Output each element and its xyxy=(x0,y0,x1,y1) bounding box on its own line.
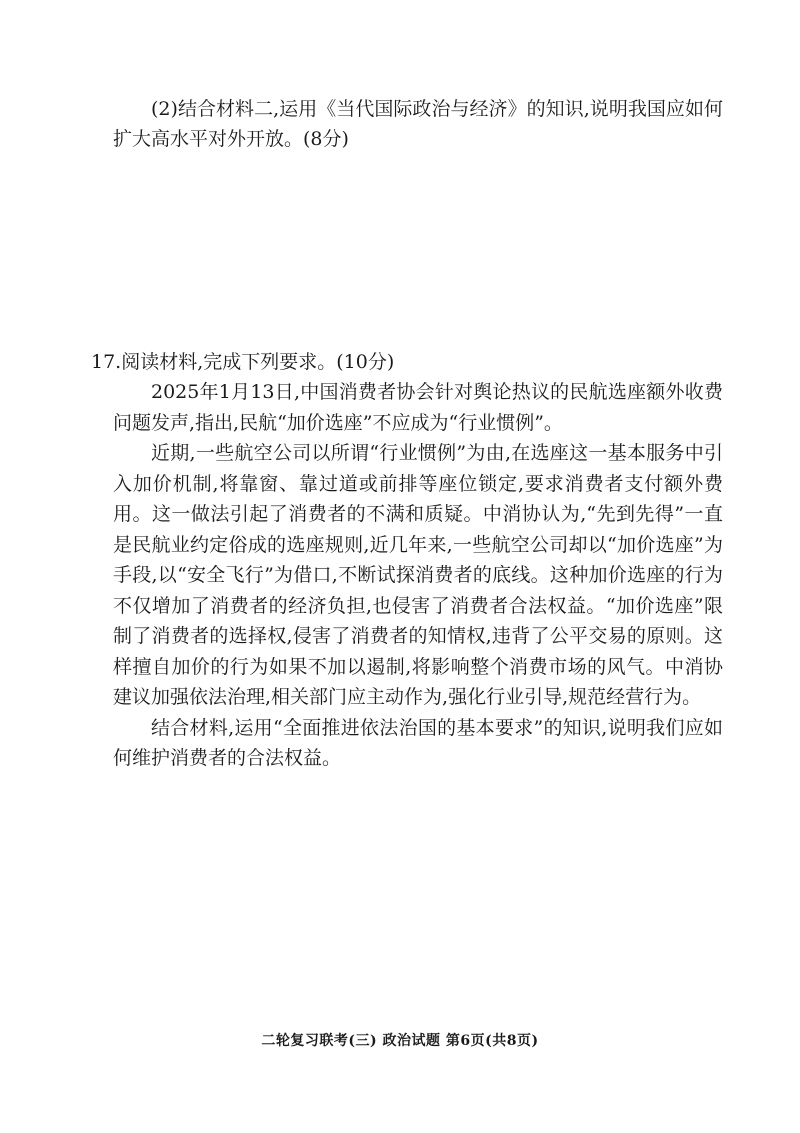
question-17 xyxy=(91,347,723,774)
question-16-part-2 xyxy=(113,94,723,154)
question-16-part-2-text: (2)结合材料二,运用《当代国际政治与经济》的知识,说明我国应如何扩大高水平对外开放。(8分) xyxy=(113,98,723,150)
material-paragraph-2: 近期,一些航空公司以所谓“行业惯例”为由,在选座这一基本服务中引入加价机制,将靠窗、靠过道或前排等座位锁定,要求消费者支付额外费用。这一做法引起了消费者的不满和质疑。中消协认为,“先到先得”一直是民航业约定俗成的选座规则,近几年来,一些航空公司却以“加价选座”为手段,以“安全飞行”为借口,不断试探消费者的底线。这种加价选座的行为不仅增加了消费者的经济负担,也侵害了消费者合法权益。“加价选座”限制了消费者的选择权,侵害了消费者的知情权,违背了公平交易的原则。这样擅自加价的行为如果不加以遏制,将影响整个消费市场的风气。中消协建议加强依法治理,相关部门应主动作为,强化行业引导,规范经营行为。 xyxy=(113,442,723,708)
question-17-material xyxy=(91,377,723,774)
page-footer: 二轮复习联考(三) 政治试题 第6页(共8页) xyxy=(261,1033,539,1049)
material-paragraph-1: 2025年1月13日,中国消费者协会针对舆论热议的民航选座额外收费问题发声,指出,民航“加价选座”不应成为“行业惯例”。 xyxy=(113,381,723,434)
question-17-prompt: 结合材料,运用“全面推进依法治国的基本要求”的知识,说明我们应如何维护消费者的合法权益。 xyxy=(113,716,723,769)
question-17-heading: 17.阅读材料,完成下列要求。(10分) xyxy=(91,351,395,373)
